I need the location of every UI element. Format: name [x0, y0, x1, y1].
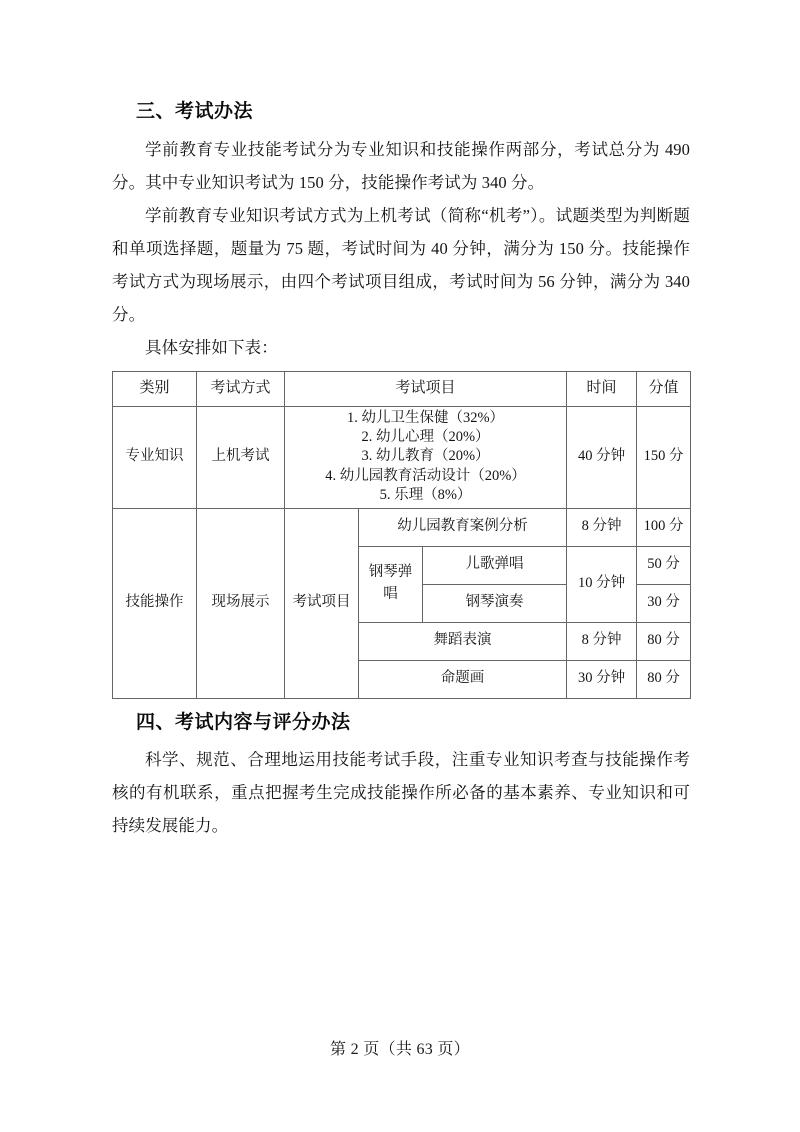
- cell-skill-name-painting: 命题画: [359, 660, 567, 698]
- list-item: 4. 幼儿园教育活动设计（20%）: [325, 467, 526, 484]
- table-row-professional-knowledge: [113, 406, 691, 508]
- paragraph-table-intro: 具体安排如下表：: [145, 337, 278, 357]
- exam-table-wrapper: [112, 371, 690, 699]
- cell-skill-name-dance: 舞蹈表演: [359, 622, 567, 660]
- cell-skills-item-label: 考试项目: [285, 508, 359, 698]
- list-item: 1. 幼儿卫生保健（32%）: [346, 409, 505, 426]
- list-item: 2. 幼儿心理（20%）: [361, 428, 490, 445]
- section-heading-exam-method: 三、考试办法: [136, 101, 254, 122]
- cell-category-knowledge: 专业知识: [113, 406, 197, 508]
- cell-score-dance: 80 分: [637, 622, 691, 660]
- column-header-category: 类别: [113, 371, 197, 406]
- list-item: 3. 幼儿教育（20%）: [361, 448, 490, 465]
- page-content: [112, 98, 690, 842]
- list-item: 5. 乐理（8%）: [379, 487, 472, 504]
- paragraph-exam-scoring-overview: 学前教育专业技能考试分为专业知识和技能操作两部分，考试总分为 490 分。其中专业知识考试为 150 分，技能操作考试为 340 分。: [112, 139, 690, 192]
- table-row-skill-case-analysis: [113, 508, 691, 546]
- table-header-row: [113, 371, 691, 406]
- cell-time-painting: 30 分钟: [567, 660, 637, 698]
- exam-arrangement-table: [112, 371, 691, 699]
- column-header-item: 考试项目: [285, 371, 567, 406]
- paragraph-exam-format-detail: 学前教育专业知识考试方式为上机考试（简称“机考”）。试题类型为判断题和单项选择题，题量为 75 题，考试时间为 40 分钟，满分为 150 分。技能操作考试方式为现场展示，由四个考试项目组成，考试时间为 56 分钟，满分为 340 分。: [112, 205, 690, 324]
- cell-score-piano-solo: 30 分: [637, 584, 691, 622]
- cell-score-painting: 80 分: [637, 660, 691, 698]
- cell-score-knowledge: 150 分: [637, 406, 691, 508]
- column-header-score: 分值: [637, 371, 691, 406]
- cell-time-case-analysis: 8 分钟: [567, 508, 637, 546]
- column-header-time: 时间: [567, 371, 637, 406]
- cell-time-knowledge: 40 分钟: [567, 406, 637, 508]
- cell-skill-name-case-analysis: 幼儿园教育案例分析: [359, 508, 567, 546]
- section-heading-exam-content-scoring: 四、考试内容与评分办法: [136, 711, 351, 733]
- cell-knowledge-subject-list: [285, 406, 567, 508]
- cell-skill-name-song: 儿歌弹唱: [423, 546, 567, 584]
- cell-time-dance: 8 分钟: [567, 622, 637, 660]
- cell-category-skills: 技能操作: [113, 508, 197, 698]
- cell-time-piano-group: 10 分钟: [567, 546, 637, 622]
- cell-skill-name-piano-solo: 钢琴演奏: [423, 584, 567, 622]
- cell-skill-group-piano: 钢琴弹唱: [359, 546, 423, 622]
- page-footer: [0, 1036, 800, 1059]
- paragraph-exam-content-principles: 科学、规范、合理地运用技能考试手段，注重专业知识考查与技能操作考核的有机联系，重点把握考生完成技能操作所必备的基本素养、专业知识和可持续发展能力。: [112, 750, 690, 836]
- cell-score-song: 50 分: [637, 546, 691, 584]
- column-header-mode: 考试方式: [197, 371, 285, 406]
- cell-mode-skills: 现场展示: [197, 508, 285, 698]
- cell-mode-knowledge: 上机考试: [197, 406, 285, 508]
- cell-score-case-analysis: 100 分: [637, 508, 691, 546]
- page-number-label: 第 2 页（共 63 页）: [330, 1041, 470, 1058]
